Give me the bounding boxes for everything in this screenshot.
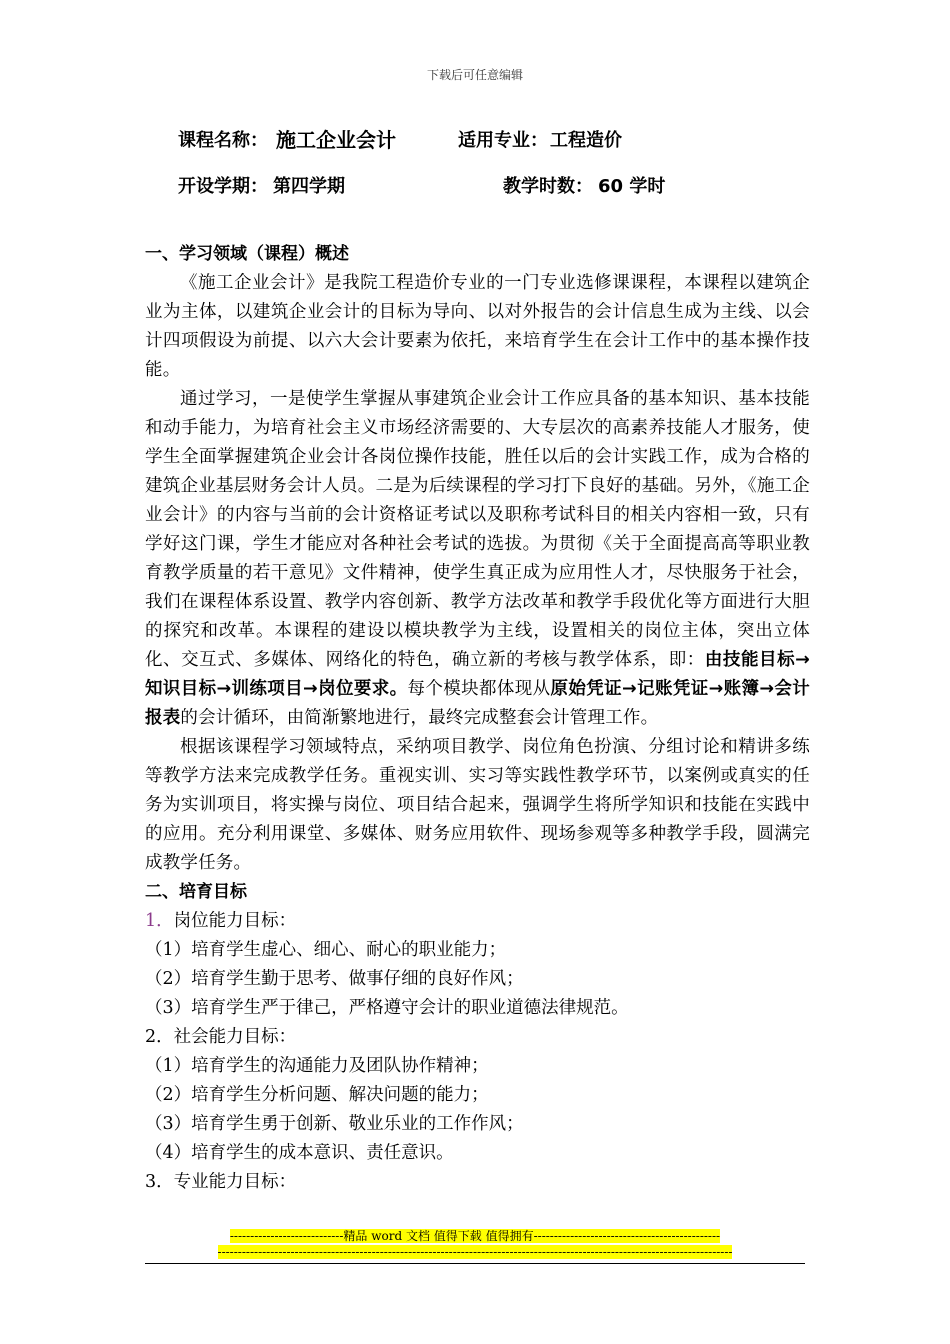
goal-1-title bbox=[145, 907, 810, 936]
goal-2-title: 2．社会能力目标： bbox=[145, 1027, 297, 1047]
term-value: 第四学期 bbox=[273, 176, 345, 197]
paragraph-2-bold-2: 原始凭证→记账凭证→账簿→会计报表 bbox=[145, 679, 811, 728]
paragraph-2-bold-1: 由技能目标→知识目标→训练项目→岗位要求。 bbox=[145, 650, 810, 699]
section-1-title: 一、学习领域（课程）概述 bbox=[145, 244, 349, 264]
footer-banner bbox=[0, 1228, 950, 1260]
goal-1-item: （2）培育学生勤于思考、做事仔细的良好作风； bbox=[145, 969, 524, 989]
course-name-value: 施工企业会计 bbox=[276, 128, 396, 152]
goal-2-item: （4）培育学生的成本意识、责任意识。 bbox=[145, 1143, 454, 1163]
goal-2-item: （2）培育学生分析问题、解决问题的能力； bbox=[145, 1085, 489, 1105]
goal-1-label: 岗位能力目标： bbox=[173, 911, 297, 931]
goal-1-number: 1． bbox=[145, 911, 174, 931]
goal-1-item: （1）培育学生虚心、细心、耐心的职业能力； bbox=[145, 940, 507, 960]
paragraph-2-text-a: 通过学习，一是使学生掌握从事建筑企业会计工作应具备的基本知识、基本技能和动手能力，为培育社会主义市场经济需要的、大专层次的高素养技能人才服务，使学生全面掌握建筑企业会计各岗位操作技能，胜任以后的会计实践工作，成为合格的建筑企业基层财务会计人员。二是为后续课程的学习打下良好的基础。另外，《施工企业会计》的内容与当前的会计资格证考试以及职称考试科目的相关内容相一致，只有学好这门课，学生才能应对各种社会考试的选拔。为贯彻《关于全面提高高等职业教育教学质量的若干意见》文件精神，使学生真正成为应用性人才，尽快服务于社会，我们在课程体系设置、教学内容创新、教学方法改革和教学手段优化等方面进行大胆的探究和改革。本课程的建设以模块教学为主线，设置相关的岗位主体，突出立体化、交互式、多媒体、网络化的特色，确立新的考核与教学体系，即： bbox=[145, 389, 810, 670]
section-1-paragraph-1: 《施工企业会计》是我院工程造价专业的一门专业选修课课程，本课程以建筑企业为主体，以建筑企业会计的目标为导向、以对外报告的会计信息生成为主线、以会计四项假设为前提、以六大会计要素为依托，来培育学生在会计工作中的基本操作技能。 bbox=[145, 273, 810, 380]
major-label: 适用专业： bbox=[458, 130, 548, 151]
paragraph-2-text-b: 每个模块都体现从 bbox=[407, 679, 551, 699]
section-2-title: 二、培育目标 bbox=[145, 882, 247, 902]
term-label: 开设学期： bbox=[178, 176, 268, 197]
footer-rule bbox=[145, 1263, 805, 1264]
major-value: 工程造价 bbox=[550, 130, 622, 151]
goal-3-title: 3．专业能力目标： bbox=[145, 1172, 297, 1192]
section-1-paragraph-2 bbox=[145, 385, 810, 733]
goal-2-item: （3）培育学生勇于创新、敬业乐业的工作作风； bbox=[145, 1114, 524, 1134]
hours-value: 60 学时 bbox=[598, 176, 666, 197]
header-note: 下载后可任意编辑 bbox=[426, 68, 523, 82]
goal-2-item: （1）培育学生的沟通能力及团队协作精神； bbox=[145, 1056, 489, 1076]
paragraph-2-text-c: 的会计循环，由简渐繁地进行，最终完成整套会计管理工作。 bbox=[180, 708, 659, 728]
goal-1-item: （3）培育学生严于律己，严格遵守会计的职业道德法律规范。 bbox=[145, 998, 629, 1018]
footer-line-2: ------------------------------------------------------------------------------------------------------------------------------- bbox=[217, 1245, 733, 1259]
footer-line-1: ----------------------------精品 word 文档 值得下载 值得拥有---------------------------------------------- bbox=[229, 1229, 721, 1243]
hours-label: 教学时数： bbox=[503, 176, 593, 197]
section-1-paragraph-3: 根据该课程学习领域特点，采纳项目教学、岗位角色扮演、分组讨论和精讲多练等教学方法来完成教学任务。重视实训、实习等实践性教学环节，以案例或真实的任务为实训项目，将实操与岗位、项目结合起来，强调学生将所学知识和技能在实践中的应用。充分利用课堂、多媒体、财务应用软件、现场参观等多种教学手段，圆满完成教学任务。 bbox=[145, 737, 810, 873]
course-name-label: 课程名称： bbox=[178, 130, 268, 151]
document-body bbox=[145, 240, 810, 1197]
